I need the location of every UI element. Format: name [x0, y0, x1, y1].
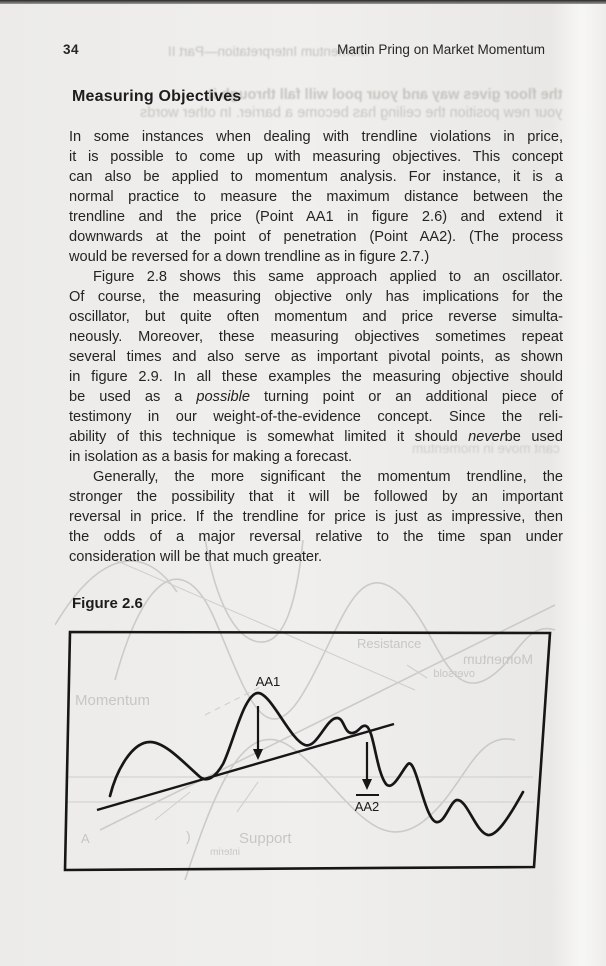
body-line: Of course, the measuring objective only has implications for the [69, 289, 563, 305]
body-line: testimony in our weight-of-the-evidence concept. Since the reli- [69, 409, 563, 425]
ghost-letter-a: A [81, 831, 90, 846]
text-segment: turning point or an additional piece of [249, 389, 563, 405]
body-line: in isolation as a basis for making a forecast. [69, 449, 353, 465]
body-line [69, 427, 563, 447]
running-title: Martin Pring on Market Momentum [337, 42, 545, 57]
body-line: consideration will be that much greater. [69, 549, 323, 565]
momentum-oscillator-curve [110, 693, 523, 835]
ghost-oversold-mirrored-label: oversold [433, 668, 475, 680]
section-heading: Measuring Objectives [72, 88, 242, 105]
paragraph [69, 267, 563, 467]
figure-label: Figure 2.6 [72, 595, 143, 612]
aa1-label: AA1 [255, 674, 281, 689]
body-line: neously. Moreover, these measuring objectives sometimes repeat [69, 329, 563, 345]
body-line: Figure 2.8 shows this same approach applied to an oscillator. [93, 269, 563, 285]
page-header [63, 42, 545, 57]
ghost-diagonal-2 [115, 560, 415, 690]
body-text [69, 127, 563, 567]
bleedthrough-line-2: your new position the ceiling has become a barrier. In other words [139, 105, 562, 121]
body-line: reversal in price. If the trendline for price is just as impressive, then [69, 509, 563, 525]
body-line: Generally, the more significant the momentum trendline, the [93, 469, 563, 485]
bleedthrough-line-1: the floor gives way and your pool will fall through it [207, 87, 562, 103]
body-line: in figure 2.9. In all these examples the measuring objective should [69, 369, 563, 385]
ghost-momentum-mirrored-label: Momentum [462, 651, 533, 667]
body-line: normal practice to measure the maximum distance between the [69, 189, 563, 205]
ghost-momentum-label: Momentum [75, 692, 151, 709]
body-line: can also be applied to momentum analysis. For instance, it is a [69, 169, 563, 185]
ghost-arrow-1 [155, 792, 190, 820]
body-line: stronger the possibility that it will be followed by an important [69, 489, 563, 505]
aa1-arrow-head [253, 749, 263, 760]
figure-2-6-chart [55, 530, 565, 890]
ghost-tiny-mirrored-word: interim [209, 847, 240, 858]
ghost-curve-4 [55, 561, 177, 625]
paragraph [69, 467, 563, 567]
text-segment: ability of this technique is somewhat limited it should [69, 429, 469, 445]
body-line: In some instances when dealing with trendline violations in price, [69, 129, 563, 145]
italic-text: possible [196, 389, 250, 405]
body-line: it is possible to come up with measuring objectives. This concept [69, 149, 563, 165]
body-line: several times and also serve as important pivotal points, as shown [69, 349, 563, 365]
italic-text: never [468, 429, 505, 445]
ghost-curve-1 [115, 579, 555, 719]
body-line: the odds of a major reversal relative to the time span under [69, 529, 563, 545]
paragraph [69, 127, 563, 267]
body-line: trendline and the price (Point AA1 in figure 2.6) and extend it [69, 209, 563, 225]
text-segment: be used [504, 429, 563, 445]
aa2-arrow-head [362, 779, 372, 790]
ghost-diagonal-trendline [100, 605, 555, 830]
ghost-support-label: Support [239, 830, 292, 847]
ghost-resistance-label: Resistance [357, 636, 422, 651]
body-line: would be reversed for a down trendline as in figure 2.7.) [69, 249, 430, 265]
body-line: downwards at the point of penetration (Point AA2). (The process [69, 229, 563, 245]
header-bleedthrough-text: Momentum Interpretation—Part II [168, 44, 369, 59]
body-line: oscillator, but quite often momentum and price reverse simulta- [69, 309, 563, 325]
ghost-arrow-2 [237, 782, 258, 812]
figure-border [65, 632, 550, 870]
page-number: 34 [63, 42, 80, 57]
text-segment: be used as a [69, 389, 197, 405]
body-line [69, 387, 563, 407]
aa2-label: AA2 [354, 799, 380, 814]
trendline [97, 724, 394, 810]
bleedthrough-line-mid: cant move in momentum [412, 441, 560, 456]
scan-top-edge [0, 0, 606, 4]
ghost-paren: ) [186, 828, 191, 844]
ghost-curve-2 [185, 739, 515, 880]
